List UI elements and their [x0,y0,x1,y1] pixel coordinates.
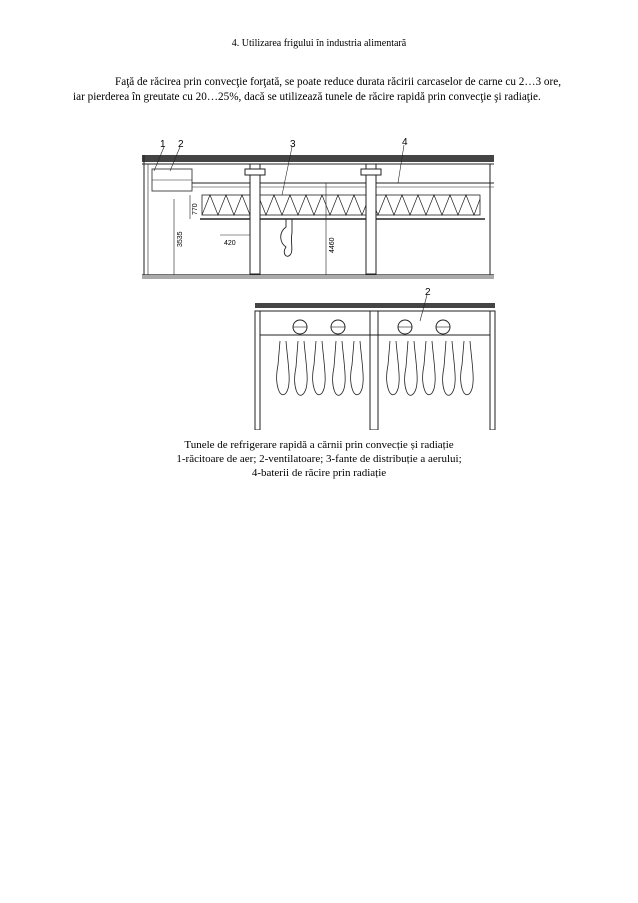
caption-title: Tunele de refrigerare rapidă a cărnii prin convecție și radiație [184,439,454,451]
cross-section [255,295,495,430]
callout-2-lower: 2 [425,287,431,298]
callout-1: 1 [160,139,166,150]
caption-legend-line: 1-răcitoare de aer; 2-ventilatoare; 3-fante de distribuție a aerului; [176,453,462,465]
figure-caption [0,438,638,480]
dimension-4460: 4460 [329,237,336,253]
dimension-770: 770 [192,203,199,215]
body-paragraph: Faţă de răcirea prin convecţie forţată, se poate reduce durata răcirii carcaselor de carne cu 2…3 ore, iar pierderea în greutate cu 20…25%, dacă se utilizează tunele de răcire rapidă prin convecţie şi radiaţie. [73,76,562,103]
callout-3: 3 [290,139,296,150]
callout-4: 4 [402,137,408,148]
dimension-420: 420 [224,240,236,247]
dimension-3535: 3535 [177,231,184,247]
caption-legend-line-2: 4-baterii de răcire prin radiație [251,467,387,479]
callout-2: 2 [178,139,184,150]
page-header: 4. Utilizarea frigului în industria alimentară [231,38,407,49]
tunnel-diagram [140,135,500,430]
